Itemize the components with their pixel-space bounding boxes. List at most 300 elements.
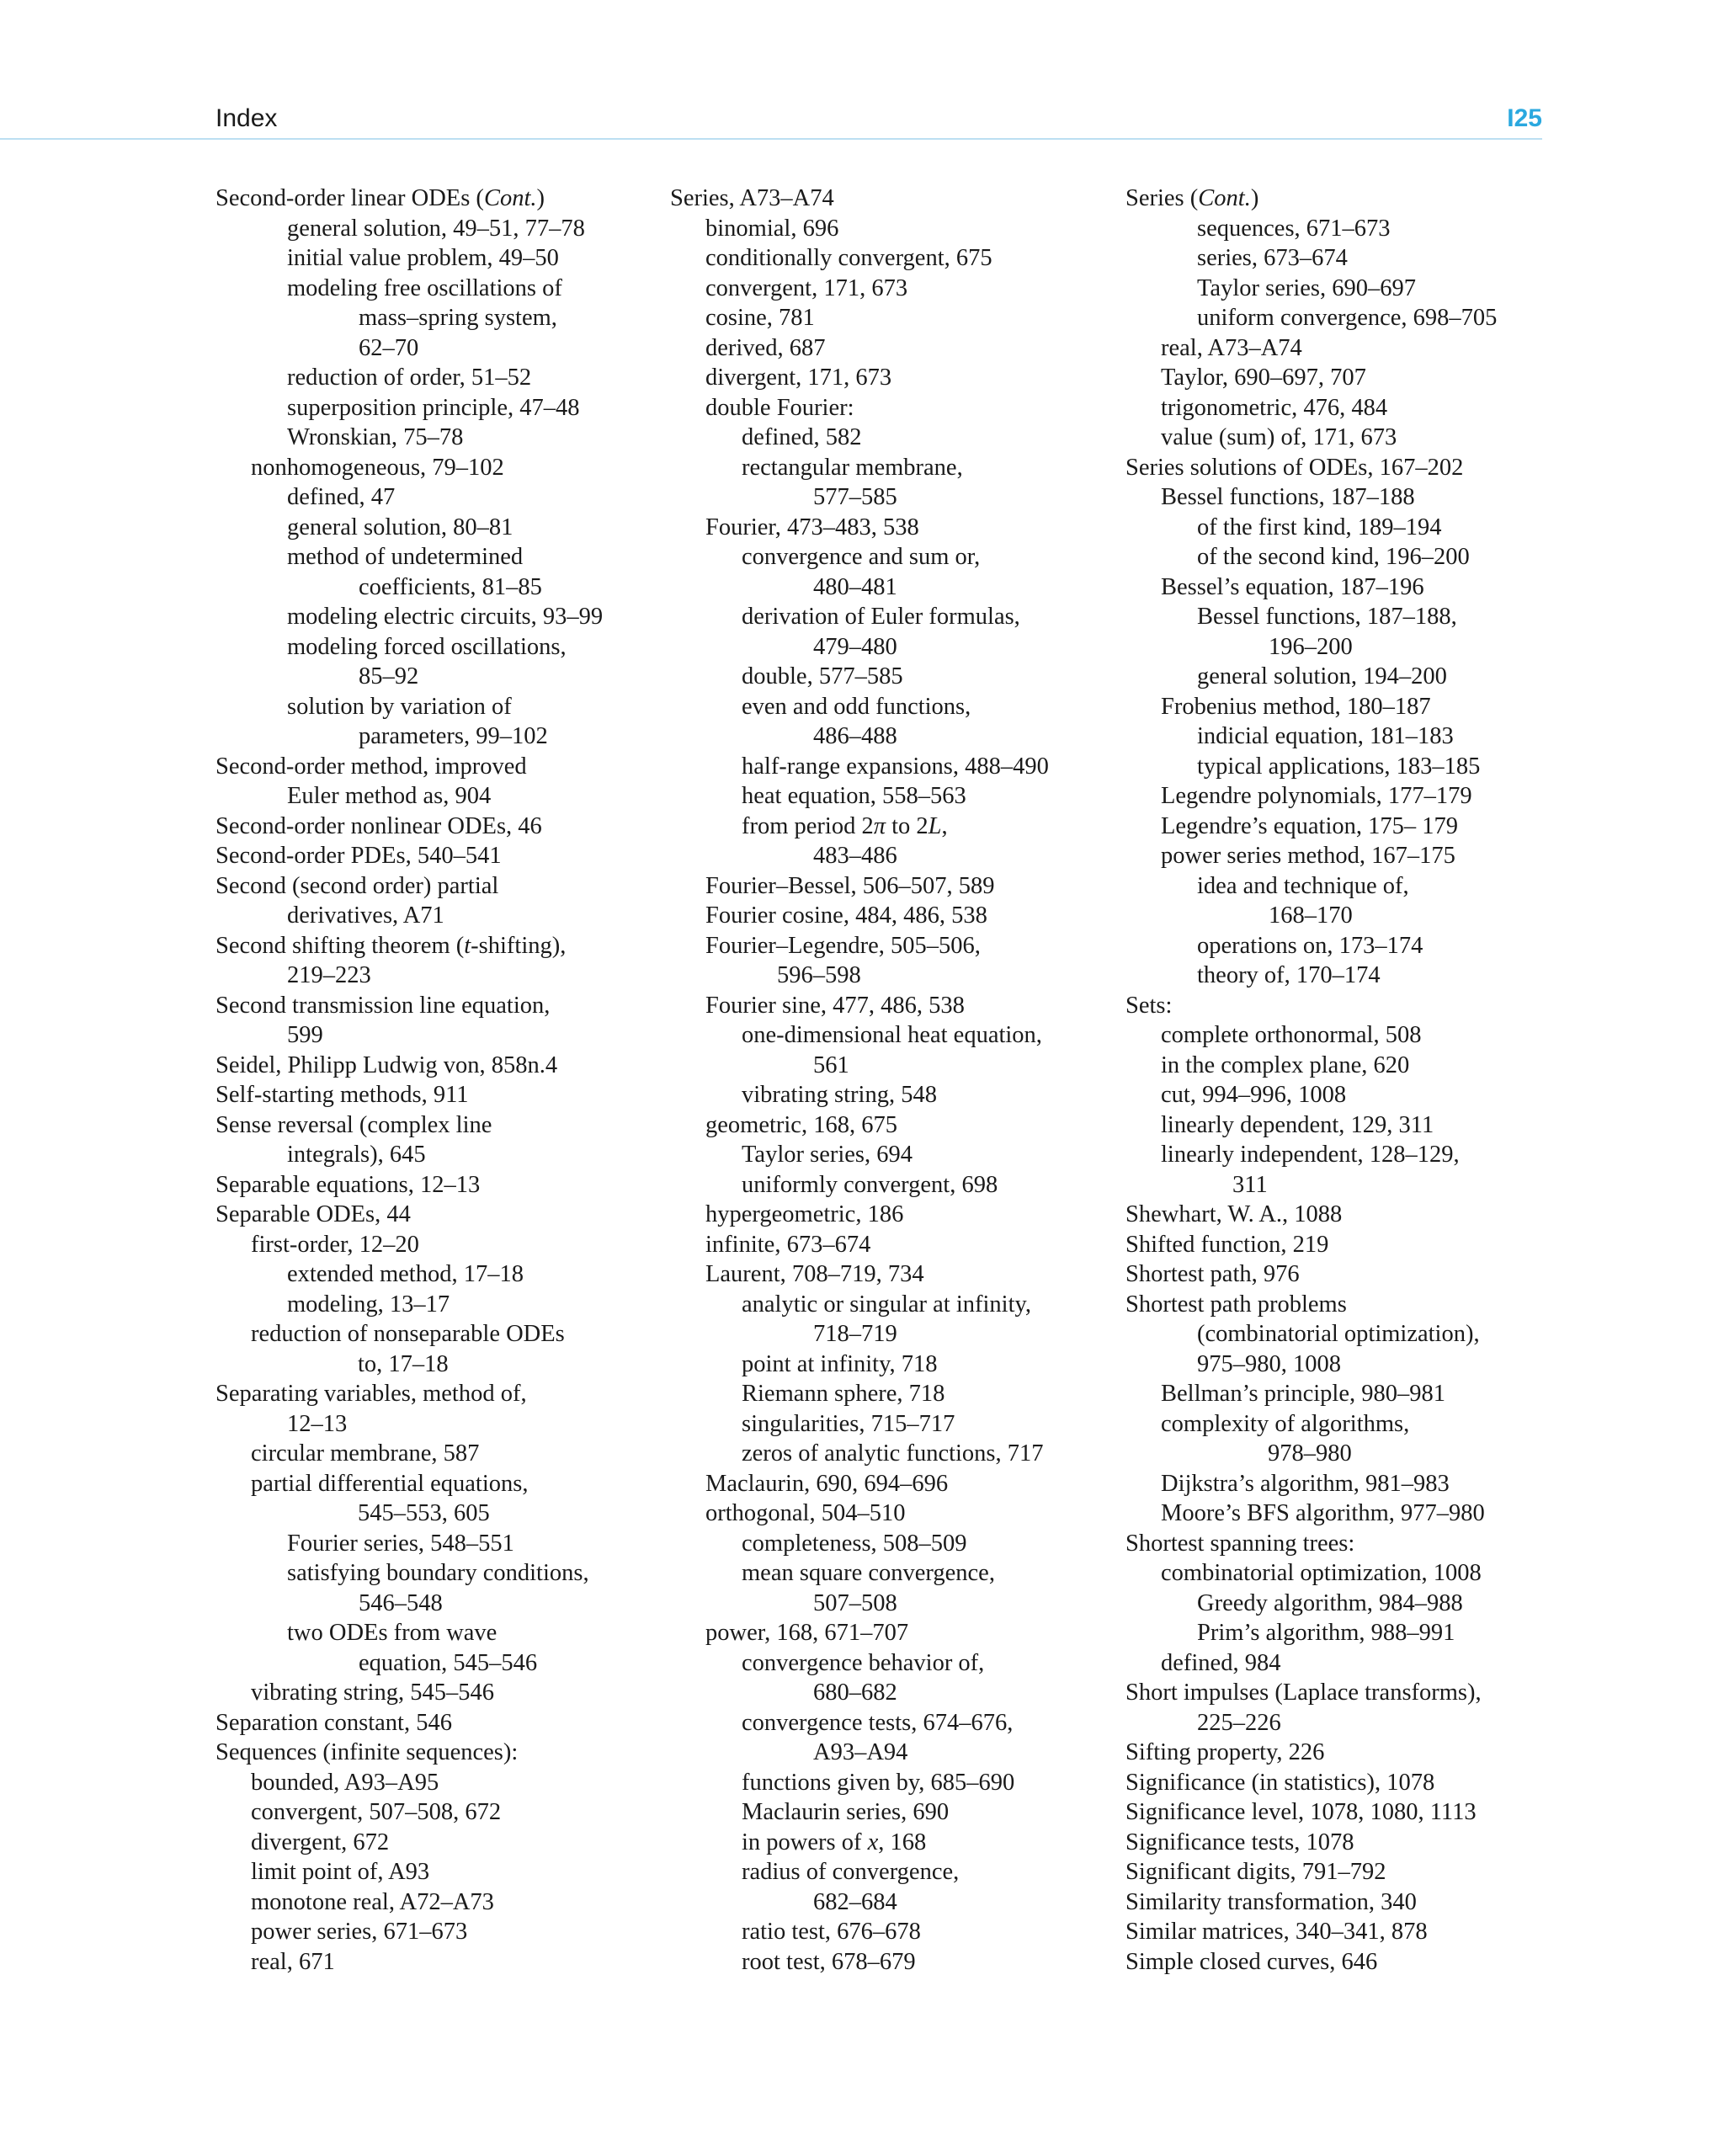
index-entry-text: coefficients, 81–85	[359, 573, 542, 600]
index-entry	[1125, 453, 1555, 483]
index-entry	[216, 991, 645, 1021]
index-entry	[287, 1290, 645, 1320]
index-entry	[287, 692, 645, 722]
index-entry	[742, 572, 1099, 603]
index-entry-text: )	[536, 185, 545, 211]
index-entry	[216, 931, 645, 961]
index-entry-text: Second-order linear ODEs (	[216, 185, 484, 211]
index-entry	[1161, 812, 1555, 842]
index-entry	[1161, 781, 1555, 812]
index-entry-text: Prim’s algorithm, 988–991	[1197, 1620, 1455, 1646]
index-entry-italic: x	[867, 1829, 879, 1855]
index-entry-text: ratio test, 676–678	[742, 1919, 921, 1945]
index-entry-text: Bellman’s principle, 980–981	[1161, 1381, 1445, 1407]
index-entry-text: mass–spring system,	[359, 305, 557, 331]
index-entry	[742, 841, 1099, 871]
index-entry	[1197, 721, 1555, 752]
index-entry	[1161, 1409, 1555, 1440]
index-entry	[742, 1768, 1099, 1798]
index-entry-text: convergence and sum or,	[742, 544, 981, 570]
index-entry	[742, 1708, 1099, 1738]
index-entry	[1125, 1828, 1555, 1858]
index-entry	[1197, 961, 1555, 991]
index-entry-text: Fourier, 473–483, 538	[705, 514, 919, 540]
index-entry	[287, 393, 645, 423]
index-entry	[742, 1738, 1099, 1768]
index-entry	[1161, 1140, 1555, 1170]
index-entry-text: vibrating string, 548	[742, 1082, 937, 1108]
index-entry-text: Bessel functions, 187–188,	[1197, 604, 1457, 630]
index-entry-text: monotone real, A72–A73	[251, 1888, 494, 1915]
index-entry-text: in powers of	[742, 1829, 868, 1855]
index-entry-text: binomial, 696	[705, 215, 839, 242]
index-entry	[287, 662, 645, 692]
index-entry	[1125, 1947, 1555, 1978]
index-entry	[742, 1379, 1099, 1409]
index-entry	[1125, 1857, 1555, 1887]
index-entry	[705, 871, 1099, 902]
index-entry	[1161, 423, 1555, 453]
index-entry-text: Significance level, 1078, 1080, 1113	[1125, 1799, 1477, 1825]
index-entry-text: double Fourier:	[705, 394, 854, 421]
index-entry	[1161, 363, 1555, 393]
index-entry-text: general solution, 49–51, 77–78	[287, 215, 585, 242]
index-entry	[1125, 184, 1555, 214]
index-entry-text: rectangular membrane,	[742, 454, 963, 481]
index-entry	[1161, 1020, 1555, 1051]
index-entry-text: initial value problem, 49–50	[287, 245, 559, 271]
index-entry	[1161, 1110, 1555, 1141]
index-entry-text: typical applications, 183–185	[1197, 753, 1481, 780]
index-entry-text: convergence tests, 674–676,	[742, 1709, 1014, 1736]
index-entry	[705, 991, 1099, 1021]
index-entry-text: double, 577–585	[742, 663, 903, 689]
index-entry-text: cosine, 781	[705, 305, 815, 331]
index-entry-text: one-dimensional heat equation,	[742, 1022, 1042, 1048]
index-entry	[742, 1529, 1099, 1559]
index-entry	[287, 363, 645, 393]
index-entry	[705, 1110, 1099, 1141]
index-entry	[705, 513, 1099, 543]
index-entry	[287, 1589, 645, 1619]
index-entry	[1197, 662, 1555, 692]
index-entry	[705, 1499, 1099, 1529]
index-entry-text: modeling electric circuits, 93–99	[287, 604, 604, 630]
index-entry	[1161, 1499, 1555, 1529]
index-entry-text: real, 671	[251, 1948, 335, 1975]
index-entry	[251, 1857, 645, 1887]
index-entry	[1161, 333, 1555, 364]
index-entry-text: convergent, 171, 673	[705, 274, 908, 301]
index-entry-text: idea and technique of,	[1197, 872, 1409, 899]
index-entry-text: parameters, 99–102	[359, 723, 548, 749]
index-entry	[287, 1529, 645, 1559]
index-entry-text: Maclaurin, 690, 694–696	[705, 1470, 949, 1497]
index-entry	[1197, 542, 1555, 572]
index-entry	[216, 812, 645, 842]
index-entry-text: 168–170	[1269, 902, 1353, 929]
index-entry	[1161, 1379, 1555, 1409]
index-entry-text: Series (	[1125, 185, 1199, 211]
index-entry-text: of the second kind, 196–200	[1197, 544, 1470, 570]
index-entry-text: Greedy algorithm, 984–988	[1197, 1589, 1463, 1616]
index-entry-text: Seidel, Philipp Ludwig von, 858n.4	[216, 1051, 558, 1078]
index-entry-text: Fourier series, 548–551	[287, 1530, 514, 1557]
index-entry-text: Self-starting methods, 911	[216, 1082, 469, 1108]
index-entry-text: 225–226	[1197, 1709, 1281, 1736]
index-entry-text: superposition principle, 47–48	[287, 394, 580, 421]
index-entry-text: Fourier cosine, 484, 486, 538	[705, 902, 987, 929]
index-entry-text: modeling, 13–17	[287, 1291, 450, 1318]
index-entry	[1197, 303, 1555, 333]
index-column-3	[1125, 184, 1555, 1977]
index-entry-italic: Cont.	[483, 185, 537, 211]
index-entry-text: Bessel’s equation, 187–196	[1161, 573, 1424, 600]
index-entry-text: A93–A94	[813, 1739, 908, 1765]
index-entry-text: 545–553, 605	[358, 1500, 490, 1526]
index-entry	[1161, 1469, 1555, 1499]
index-entry	[1125, 1887, 1555, 1918]
index-entry-text: Second-order PDEs, 540–541	[216, 843, 502, 869]
index-entry-text: of the first kind, 189–194	[1197, 514, 1442, 540]
index-entry	[1161, 1080, 1555, 1110]
index-entry	[742, 721, 1099, 752]
index-entry-text: Sense reversal (complex line	[216, 1111, 492, 1138]
index-entry-text: radius of convergence,	[742, 1859, 960, 1885]
index-entry-text: Simple closed curves, 646	[1125, 1948, 1378, 1975]
index-entry	[1125, 991, 1555, 1021]
index-entry	[287, 482, 645, 513]
index-entry	[287, 632, 645, 663]
index-entry-text: Maclaurin series, 690	[742, 1799, 950, 1825]
index-entry-text: 978–980	[1268, 1440, 1352, 1467]
index-entry	[742, 1917, 1099, 1947]
index-entry	[287, 901, 645, 931]
index-entry-text: mean square convergence,	[742, 1560, 995, 1586]
index-entry-text: trigonometric, 476, 484	[1161, 394, 1388, 421]
index-entry-text: Shortest path problems	[1125, 1291, 1347, 1318]
index-entry-text: Significance tests, 1078	[1125, 1829, 1354, 1855]
index-entry-text: 577–585	[813, 484, 897, 510]
index-entry-text: singularities, 715–717	[742, 1410, 955, 1437]
index-entry	[705, 961, 1099, 991]
index-entry-text: , 168	[878, 1829, 927, 1855]
index-entry-text: Taylor, 690–697, 707	[1161, 365, 1366, 391]
index-entry-text: Sequences (infinite sequences):	[216, 1739, 519, 1765]
index-entry	[287, 1618, 645, 1648]
index-entry	[216, 1110, 645, 1141]
index-entry-text: Short impulses (Laplace transforms),	[1125, 1680, 1482, 1706]
index-entry	[1161, 482, 1555, 513]
index-entry	[742, 1857, 1099, 1887]
index-entry	[251, 453, 645, 483]
index-entry-text: 85–92	[359, 663, 419, 689]
index-entry	[287, 721, 645, 752]
index-entry-text: general solution, 80–81	[287, 514, 513, 540]
index-entry	[1197, 214, 1555, 244]
index-entry-text: zeros of analytic functions, 717	[742, 1440, 1044, 1467]
index-entry	[705, 1230, 1099, 1260]
index-entry	[705, 901, 1099, 931]
index-entry-text: Separable ODEs, 44	[216, 1201, 411, 1227]
index-entry	[251, 1469, 645, 1499]
index-entry	[1197, 901, 1555, 931]
index-entry-text: Shifted function, 219	[1125, 1231, 1329, 1258]
index-entry	[742, 1648, 1099, 1679]
index-entry	[1161, 1170, 1555, 1200]
index-entry	[1161, 572, 1555, 603]
index-entry-text: Shortest spanning trees:	[1125, 1530, 1355, 1557]
index-entry	[251, 1797, 645, 1828]
index-entry-text: Similar matrices, 340–341, 878	[1125, 1919, 1428, 1945]
index-entry	[705, 1259, 1099, 1290]
index-entry-text: Fourier sine, 477, 486, 538	[705, 992, 965, 1019]
index-entry	[742, 752, 1099, 782]
index-entry	[1125, 1529, 1555, 1559]
index-entry-text: )	[1250, 185, 1259, 211]
index-entry	[251, 1887, 645, 1918]
index-entry	[742, 1349, 1099, 1380]
index-entry-text: 546–548	[359, 1589, 443, 1616]
index-entry	[670, 184, 1099, 214]
index-entry	[251, 1230, 645, 1260]
index-entry-text: Second-order method, improved	[216, 753, 527, 780]
index-entry-text: method of undetermined	[287, 544, 524, 570]
index-entry-text: power series, 671–673	[251, 1919, 468, 1945]
index-entry-text: power, 168, 671–707	[705, 1620, 909, 1646]
index-entry-text: derivation of Euler formulas,	[742, 604, 1020, 630]
index-entry-text: Significant digits, 791–792	[1125, 1859, 1386, 1885]
index-entry-text: Separating variables, method of,	[216, 1381, 527, 1407]
index-entry	[1125, 1259, 1555, 1290]
index-entry-text: conditionally convergent, 675	[705, 245, 992, 271]
index-entry-text: Wronskian, 75–78	[287, 424, 464, 450]
index-entry-italic: π	[873, 812, 886, 839]
index-entry-text: hypergeometric, 186	[705, 1201, 904, 1227]
index-entry	[742, 1170, 1099, 1200]
index-entry-text: defined, 984	[1161, 1649, 1281, 1676]
index-entry	[1161, 1051, 1555, 1081]
index-entry-text: 507–508	[813, 1589, 897, 1616]
index-entry-text: 486–488	[813, 723, 897, 749]
index-entry	[1161, 1439, 1555, 1469]
index-entry	[216, 1708, 645, 1738]
index-entry	[742, 1589, 1099, 1619]
index-entry-text: Second-order nonlinear ODEs, 46	[216, 812, 542, 839]
index-entry-italic: L	[928, 812, 942, 839]
index-entry	[1161, 841, 1555, 871]
index-entry	[287, 214, 645, 244]
index-entry-text: theory of, 170–174	[1197, 962, 1381, 988]
index-entry-text: limit point of, A93	[251, 1859, 430, 1885]
index-entry	[742, 1887, 1099, 1918]
index-entry-text: Fourier–Bessel, 506–507, 589	[705, 872, 995, 899]
index-entry-text: modeling forced oscillations,	[287, 633, 567, 660]
index-entry-text: series, 673–674	[1197, 245, 1348, 271]
index-entry-text: even and odd functions,	[742, 693, 971, 720]
index-entry-text: Significance (in statistics), 1078	[1125, 1769, 1435, 1796]
index-entry-text: Second shifting theorem (	[216, 932, 465, 959]
index-entry	[742, 1828, 1099, 1858]
index-entry	[742, 1409, 1099, 1440]
index-entry	[1197, 1349, 1555, 1380]
index-entry-text: 680–682	[813, 1680, 897, 1706]
index-entry	[287, 333, 645, 364]
index-entry-text: vibrating string, 545–546	[251, 1680, 494, 1706]
index-entry-text: 479–480	[813, 633, 897, 660]
index-entry	[1161, 1648, 1555, 1679]
index-entry-text: Fourier–Legendre, 505–506,	[705, 932, 981, 959]
index-entry	[1197, 1589, 1555, 1619]
index-entry-text: Shortest path, 976	[1125, 1261, 1300, 1287]
index-entry	[1125, 1768, 1555, 1798]
index-entry	[1197, 513, 1555, 543]
index-entry	[287, 1259, 645, 1290]
index-entry	[705, 214, 1099, 244]
index-entry-text: nonhomogeneous, 79–102	[251, 454, 504, 481]
index-entry	[742, 812, 1099, 842]
index-entry	[1161, 1558, 1555, 1589]
index-entry-text: 561	[813, 1051, 849, 1078]
index-entry	[705, 931, 1099, 961]
index-entry-text: Series, A73–A74	[670, 185, 834, 211]
index-entry	[705, 274, 1099, 304]
index-entry-text: Sifting property, 226	[1125, 1739, 1325, 1765]
index-entry	[1197, 274, 1555, 304]
index-entry-text: circular membrane, 587	[251, 1440, 480, 1467]
index-column-2	[670, 184, 1099, 1977]
index-entry-text: derived, 687	[705, 334, 826, 361]
index-entry	[742, 1797, 1099, 1828]
index-entry-text: Second transmission line equation,	[216, 992, 551, 1019]
index-entry-italic: Cont.	[1198, 185, 1251, 211]
index-entry-text: real, A73–A74	[1161, 334, 1302, 361]
index-entry	[216, 1738, 645, 1768]
index-entry-text: 682–684	[813, 1888, 897, 1915]
index-entry-text: uniform convergence, 698–705	[1197, 305, 1498, 331]
index-entry-text: heat equation, 558–563	[742, 783, 966, 809]
index-entry	[742, 1558, 1099, 1589]
index-entry-text: Sets:	[1125, 992, 1173, 1019]
index-entry	[287, 513, 645, 543]
index-entry-text: ,	[941, 812, 948, 839]
index-entry-text: divergent, 672	[251, 1829, 390, 1855]
index-entry-text: satisfying boundary conditions,	[287, 1560, 589, 1586]
index-entry-text: modeling free oscillations of	[287, 274, 562, 301]
index-entry-text: partial differential equations,	[251, 1470, 529, 1497]
index-entry-text: in the complex plane, 620	[1161, 1051, 1410, 1078]
index-entry	[742, 692, 1099, 722]
index-entry	[287, 572, 645, 603]
index-entry	[705, 1469, 1099, 1499]
index-entry-text: 483–486	[813, 843, 897, 869]
index-entry	[216, 1080, 645, 1110]
index-entry	[287, 274, 645, 304]
index-entry	[1125, 1917, 1555, 1947]
index-entry-text: infinite, 673–674	[705, 1231, 871, 1258]
index-entry	[287, 243, 645, 274]
index-entry-text: orthogonal, 504–510	[705, 1500, 906, 1526]
index-entry-text: Legendre polynomials, 177–179	[1161, 783, 1472, 809]
index-entry-text: uniformly convergent, 698	[742, 1171, 998, 1198]
index-entry-text: Euler method as, 904	[287, 783, 492, 809]
index-entry	[1197, 1319, 1555, 1349]
index-entry	[1197, 931, 1555, 961]
index-entry-text: from period 2	[742, 812, 874, 839]
index-entry	[287, 1140, 645, 1170]
index-entry	[705, 1618, 1099, 1648]
index-entry	[216, 841, 645, 871]
index-entry-text: geometric, 168, 675	[705, 1111, 897, 1138]
index-entry	[742, 662, 1099, 692]
index-entry	[287, 542, 645, 572]
index-entry	[216, 1200, 645, 1230]
index-entry	[742, 482, 1099, 513]
index-entry-text: convergent, 507–508, 672	[251, 1799, 502, 1825]
index-entry-text: power series method, 167–175	[1161, 843, 1455, 869]
index-entry-text: 219–223	[287, 962, 371, 988]
index-entry-text: 12–13	[287, 1410, 348, 1437]
index-entry	[251, 1917, 645, 1947]
index-entry-text: linearly independent, 128–129,	[1161, 1142, 1460, 1168]
index-entry	[742, 453, 1099, 483]
index-entry	[705, 363, 1099, 393]
index-entry-text: reduction of order, 51–52	[287, 365, 532, 391]
index-entry-text: divergent, 171, 673	[705, 365, 892, 391]
index-entry-text: general solution, 194–200	[1197, 663, 1447, 689]
index-entry-text: completeness, 508–509	[742, 1530, 967, 1557]
index-entry-text: indicial equation, 181–183	[1197, 723, 1454, 749]
index-entry	[1125, 1230, 1555, 1260]
index-entry-text: Moore’s BFS algorithm, 977–980	[1161, 1500, 1485, 1526]
index-entry	[742, 602, 1099, 632]
page-header	[216, 104, 1542, 141]
index-entry	[287, 1409, 645, 1440]
index-entry	[1197, 243, 1555, 274]
index-entry-text: to, 17–18	[358, 1350, 449, 1377]
index-entry	[742, 1140, 1099, 1170]
index-entry	[287, 1558, 645, 1589]
index-entry-text: sequences, 671–673	[1197, 215, 1391, 242]
index-entry	[742, 781, 1099, 812]
index-entry	[1197, 752, 1555, 782]
index-entry-text: bounded, A93–A95	[251, 1769, 439, 1796]
index-entry	[251, 1499, 645, 1529]
index-entry	[742, 1439, 1099, 1469]
index-entry	[216, 1170, 645, 1200]
index-entry-text: Legendre’s equation, 175– 179	[1161, 812, 1458, 839]
index-entry	[705, 243, 1099, 274]
index-entry-text: 196–200	[1269, 633, 1353, 660]
index-entry-text: 480–481	[813, 573, 897, 600]
index-entry	[1125, 1678, 1555, 1708]
index-entry	[742, 423, 1099, 453]
index-entry	[1125, 1738, 1555, 1768]
index-entry-text: (combinatorial optimization),	[1197, 1321, 1480, 1347]
index-entry-text: point at infinity, 718	[742, 1350, 938, 1377]
index-entry-text: cut, 994–996, 1008	[1161, 1082, 1347, 1108]
index-entry	[742, 1678, 1099, 1708]
index-entry	[705, 1200, 1099, 1230]
index-entry-text: 62–70	[359, 334, 419, 361]
index-entry-text: complete orthonormal, 508	[1161, 1022, 1422, 1048]
index-entry-text: analytic or singular at infinity,	[742, 1291, 1032, 1318]
index-entry	[1125, 1200, 1555, 1230]
index-entry-text: equation, 545–546	[359, 1649, 538, 1676]
index-entry	[359, 303, 645, 333]
index-entry-text: combinatorial optimization, 1008	[1161, 1560, 1482, 1586]
index-entry-text: defined, 582	[742, 424, 862, 450]
